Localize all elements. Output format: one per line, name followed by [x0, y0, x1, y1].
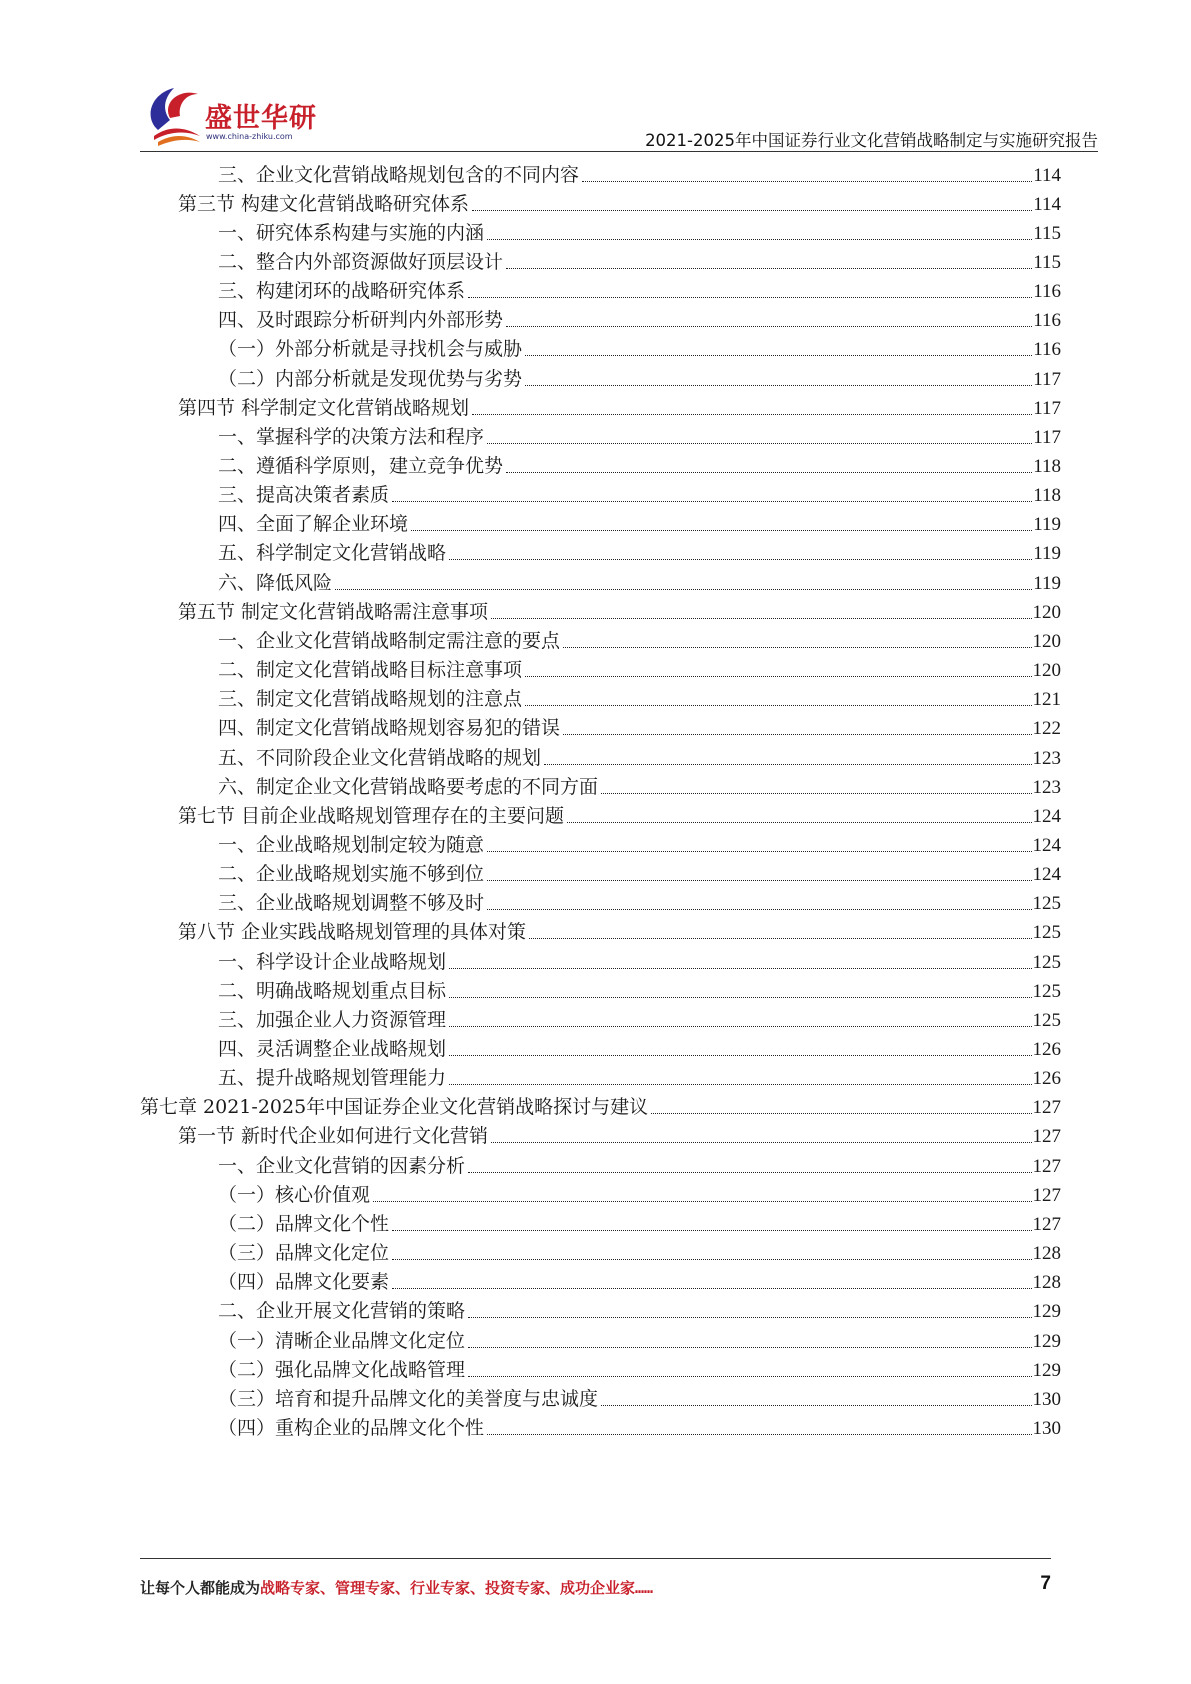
toc-entry-title: 四、灵活调整企业战略规划: [218, 1038, 447, 1060]
toc-entry[interactable]: [218, 335, 1061, 365]
toc-entry[interactable]: [218, 626, 1061, 656]
toc-entry-title: （四）重构企业的品牌文化个性: [218, 1416, 485, 1439]
toc-entry-title: 四、全面了解企业环境: [218, 513, 409, 536]
toc-entry[interactable]: [218, 1239, 1061, 1269]
toc-leader-dots: [487, 239, 1032, 240]
toc-entry-page: 120: [1032, 630, 1061, 652]
toc-leader-dots: [468, 1376, 1031, 1377]
toc-entry[interactable]: [218, 1180, 1061, 1210]
toc-entry[interactable]: [218, 947, 1061, 977]
toc-entry[interactable]: [178, 1122, 1061, 1152]
toc-entry[interactable]: [218, 1297, 1061, 1327]
toc-leader-dots: [563, 734, 1031, 735]
footer-slogan-ellipsis: ……: [635, 1579, 654, 1597]
toc-entry-page: 127: [1032, 1155, 1061, 1177]
toc-entry-title: 二、整合内外部资源做好顶层设计: [218, 250, 504, 273]
footer-divider: [140, 1558, 1051, 1559]
page-number: 7: [1040, 1573, 1051, 1594]
toc-entry-title: 三、提高决策者素质: [218, 484, 390, 507]
toc-entry-title: 二、制定文化营销战略目标注意事项: [218, 659, 523, 682]
toc-entry-page: 128: [1032, 1243, 1061, 1265]
toc-leader-dots: [563, 647, 1031, 648]
toc-leader-dots: [373, 1201, 1031, 1202]
toc-entry[interactable]: [218, 889, 1061, 919]
toc-leader-dots: [491, 618, 1031, 619]
toc-entry-title: 二、明确战略规划重点目标: [218, 979, 447, 1002]
toc-leader-dots: [487, 1434, 1031, 1435]
toc-entry-page: 120: [1032, 601, 1061, 623]
toc-entry-title: （一）外部分析就是寻找机会与威胁: [218, 338, 523, 361]
toc-entry-title: 四、制定文化营销战略规划容易犯的错误: [218, 717, 561, 740]
toc-entry[interactable]: [218, 568, 1061, 598]
toc-entry[interactable]: [218, 830, 1061, 860]
toc-entry[interactable]: [218, 1005, 1061, 1035]
toc-entry-page: 114: [1033, 193, 1061, 215]
toc-entry-title: （三）培育和提升品牌文化的美誉度与忠诚度: [218, 1387, 599, 1410]
toc-entry-page: 125: [1032, 980, 1061, 1002]
toc-leader-dots: [472, 210, 1032, 211]
toc-leader-dots: [582, 181, 1032, 182]
toc-leader-dots: [567, 822, 1031, 823]
toc-leader-dots: [392, 1230, 1031, 1231]
toc-entry-page: 127: [1032, 1213, 1061, 1235]
toc-entry-page: 123: [1032, 776, 1061, 798]
toc-entry-title: 第八节 企业实践战略规划管理的具体对策: [178, 921, 527, 944]
toc-entry[interactable]: [140, 1093, 1061, 1123]
toc-entry[interactable]: [178, 918, 1061, 948]
toc-entry-title: 三、构建闭环的战略研究体系: [218, 280, 466, 303]
toc-entry[interactable]: [218, 1064, 1061, 1094]
toc-leader-dots: [487, 909, 1031, 910]
toc-leader-dots: [335, 589, 1032, 590]
toc-entry-page: 124: [1032, 805, 1061, 827]
toc-entry[interactable]: [218, 510, 1061, 540]
toc-entry[interactable]: [218, 218, 1061, 248]
toc-entry-page: 125: [1032, 922, 1061, 944]
toc-leader-dots: [392, 1288, 1031, 1289]
toc-entry-page: 124: [1032, 864, 1061, 886]
toc-entry-page: 116: [1033, 310, 1061, 332]
toc-entry-page: 124: [1032, 834, 1061, 856]
toc-leader-dots: [468, 1347, 1031, 1348]
toc-entry-title: 五、科学制定文化营销战略: [218, 542, 447, 565]
toc-entry-page: 118: [1033, 485, 1061, 507]
toc-leader-dots: [525, 705, 1031, 706]
toc-entry-page: 130: [1032, 1417, 1061, 1439]
toc-entry-page: 123: [1032, 747, 1061, 769]
toc-entry-title: 第一节 新时代企业如何进行文化营销: [178, 1125, 489, 1148]
toc-entry[interactable]: [218, 1151, 1061, 1181]
toc-entry-title: 四、及时跟踪分析研判内外部形势: [218, 309, 504, 332]
toc-entry[interactable]: [218, 772, 1061, 802]
toc-entry[interactable]: [218, 860, 1061, 890]
toc-entry-page: 119: [1033, 572, 1061, 594]
toc-entry-page: 129: [1032, 1330, 1061, 1352]
toc-leader-dots: [411, 530, 1032, 531]
toc-entry-title: 三、企业战略规划调整不够及时: [218, 892, 485, 915]
toc-entry-title: 二、遵循科学原则，建立竞争优势: [218, 455, 504, 477]
toc-leader-dots: [529, 938, 1031, 939]
toc-entry-title: 第七节 目前企业战略规划管理存在的主要问题: [178, 804, 565, 827]
toc-leader-dots: [487, 851, 1031, 852]
header-divider: [140, 151, 1098, 152]
toc-entry[interactable]: [218, 539, 1061, 569]
toc-entry-title: 三、加强企业人力资源管理: [218, 1008, 447, 1031]
toc-leader-dots: [449, 968, 1031, 969]
toc-entry-title: 第五节 制定文化营销战略需注意事项: [178, 600, 489, 623]
logo-text: 盛世华研: [205, 103, 317, 134]
toc-leader-dots: [449, 559, 1032, 560]
logo-url: www.china-zhiku.com: [206, 132, 293, 141]
toc-entry[interactable]: [218, 306, 1061, 336]
toc-leader-dots: [525, 355, 1032, 356]
toc-leader-dots: [487, 880, 1031, 881]
toc-entry-title: 五、不同阶段企业文化营销战略的规划: [218, 746, 542, 769]
toc-entry-title: 三、企业文化营销战略规划包含的不同内容: [218, 163, 580, 186]
toc-entry-title: （一）清晰企业品牌文化定位: [218, 1329, 466, 1352]
toc-entry[interactable]: [218, 1384, 1061, 1414]
toc-leader-dots: [392, 501, 1032, 502]
toc-entry[interactable]: [218, 1268, 1061, 1298]
toc-entry[interactable]: [218, 1413, 1061, 1443]
toc-entry-page: 121: [1032, 689, 1061, 711]
toc-entry[interactable]: [218, 277, 1061, 307]
toc-entry-page: 129: [1032, 1301, 1061, 1323]
toc-leader-dots: [506, 472, 1032, 473]
toc-entry-page: 117: [1033, 368, 1061, 390]
toc-entry-page: 127: [1032, 1126, 1061, 1148]
toc-leader-dots: [525, 676, 1031, 677]
toc-entry-title: 六、降低风险: [218, 571, 333, 594]
toc-entry-page: 114: [1033, 164, 1061, 186]
toc-entry-page: 119: [1033, 514, 1061, 536]
toc-entry-title: 第三节 构建文化营销战略研究体系: [178, 192, 470, 215]
toc-entry-page: 117: [1033, 426, 1061, 448]
toc-entry-page: 127: [1032, 1097, 1061, 1119]
footer-slogan-lead: 让每个人都能成为: [140, 1579, 261, 1597]
document-title: 2021-2025年中国证券行业文化营销战略制定与实施研究报告: [645, 131, 1098, 150]
toc-entry-title: 六、制定企业文化营销战略要考虑的不同方面: [218, 775, 599, 798]
toc-leader-dots: [525, 385, 1032, 386]
toc-leader-dots: [506, 268, 1032, 269]
toc-entry-title: 二、企业战略规划实施不够到位: [218, 863, 485, 886]
toc-leader-dots: [449, 1084, 1031, 1085]
toc-entry-title: 三、制定文化营销战略规划的注意点: [218, 688, 523, 711]
toc-entry[interactable]: [218, 714, 1061, 744]
toc-leader-dots: [468, 297, 1032, 298]
toc-entry-page: 125: [1032, 893, 1061, 915]
toc-entry-page: 126: [1032, 1068, 1061, 1090]
toc-leader-dots: [491, 1142, 1031, 1143]
toc-entry-title: 五、提升战略规划管理能力: [218, 1067, 447, 1090]
toc-leader-dots: [544, 764, 1031, 765]
toc-leader-dots: [601, 793, 1031, 794]
toc-entry-title: 一、科学设计企业战略规划: [218, 950, 447, 973]
toc-entry-title: （四）品牌文化要素: [218, 1271, 390, 1294]
toc-entry[interactable]: [178, 189, 1061, 219]
toc-entry[interactable]: [218, 685, 1061, 715]
toc-entry[interactable]: [218, 1326, 1061, 1356]
toc-entry-page: 116: [1033, 281, 1061, 303]
toc-entry-title: 一、企业战略规划制定较为随意: [218, 833, 485, 856]
toc-entry-page: 115: [1033, 251, 1061, 273]
toc-leader-dots: [449, 1055, 1031, 1056]
toc-entry-page: 130: [1032, 1388, 1061, 1410]
toc-entry-page: 125: [1032, 951, 1061, 973]
toc-leader-dots: [472, 414, 1032, 415]
toc-entry[interactable]: [218, 1035, 1061, 1065]
toc-entry[interactable]: [218, 452, 1061, 482]
toc-leader-dots: [392, 1259, 1031, 1260]
toc-entry-title: 一、掌握科学的决策方法和程序: [218, 425, 485, 448]
footer-slogan-highlight: 战略专家、管理专家、行业专家、投资专家、成功企业家: [260, 1579, 636, 1597]
toc-leader-dots: [468, 1317, 1031, 1318]
toc-entry[interactable]: [218, 976, 1061, 1006]
toc-entry-page: 122: [1032, 718, 1061, 740]
toc-entry[interactable]: [218, 422, 1061, 452]
toc-entry[interactable]: [218, 364, 1061, 394]
toc-entry[interactable]: [178, 597, 1061, 627]
toc-entry-title: 一、企业文化营销战略制定需注意的要点: [218, 629, 561, 652]
toc-entry-page: 116: [1033, 339, 1061, 361]
toc-entry-title: 二、企业开展文化营销的策略: [218, 1300, 466, 1323]
toc-leader-dots: [506, 326, 1032, 327]
toc-entry[interactable]: [218, 247, 1061, 277]
toc-leader-dots: [468, 1172, 1031, 1173]
toc-entry-title: 第四节 科学制定文化营销战略规划: [178, 396, 470, 419]
toc-leader-dots: [651, 1113, 1031, 1114]
toc-entry-title: （二）品牌文化个性: [218, 1212, 390, 1235]
toc-leader-dots: [449, 1026, 1031, 1027]
toc-entry-page: 118: [1033, 456, 1061, 477]
footer-slogan: [140, 1577, 653, 1598]
toc-leader-dots: [487, 443, 1032, 444]
toc-entry[interactable]: [218, 481, 1061, 511]
toc-entry[interactable]: [218, 656, 1061, 686]
toc-entry-title: 一、企业文化营销的因素分析: [218, 1154, 466, 1177]
toc-entry-page: 127: [1032, 1184, 1061, 1206]
toc-leader-dots: [449, 997, 1031, 998]
toc-entry[interactable]: [178, 801, 1061, 831]
toc-entry-title: （一）核心价值观: [218, 1183, 371, 1206]
toc-entry[interactable]: [178, 393, 1061, 423]
toc-entry-title: 一、研究体系构建与实施的内涵: [218, 221, 485, 244]
toc-entry-title: 第七章 2021-2025年中国证券企业文化营销战略探讨与建议: [140, 1096, 649, 1119]
toc-entry[interactable]: [218, 743, 1061, 773]
toc-entry[interactable]: [218, 1209, 1061, 1239]
toc-entry-page: 120: [1032, 660, 1061, 682]
toc-entry-page: 117: [1033, 397, 1061, 419]
toc-entry[interactable]: [218, 160, 1061, 190]
toc-entry[interactable]: [218, 1355, 1061, 1385]
toc-entry-page: 125: [1032, 1009, 1061, 1031]
toc-entry-page: 128: [1032, 1272, 1061, 1294]
toc-entry-title: （二）内部分析就是发现优势与劣势: [218, 367, 523, 390]
toc-entry-title: （二）强化品牌文化战略管理: [218, 1358, 466, 1381]
toc-entry-title: （三）品牌文化定位: [218, 1242, 390, 1265]
toc-entry-page: 126: [1032, 1039, 1061, 1060]
toc-leader-dots: [601, 1405, 1031, 1406]
toc-entry-page: 129: [1032, 1359, 1061, 1381]
toc-entry-page: 115: [1033, 222, 1061, 244]
toc-entry-page: 119: [1033, 543, 1061, 565]
